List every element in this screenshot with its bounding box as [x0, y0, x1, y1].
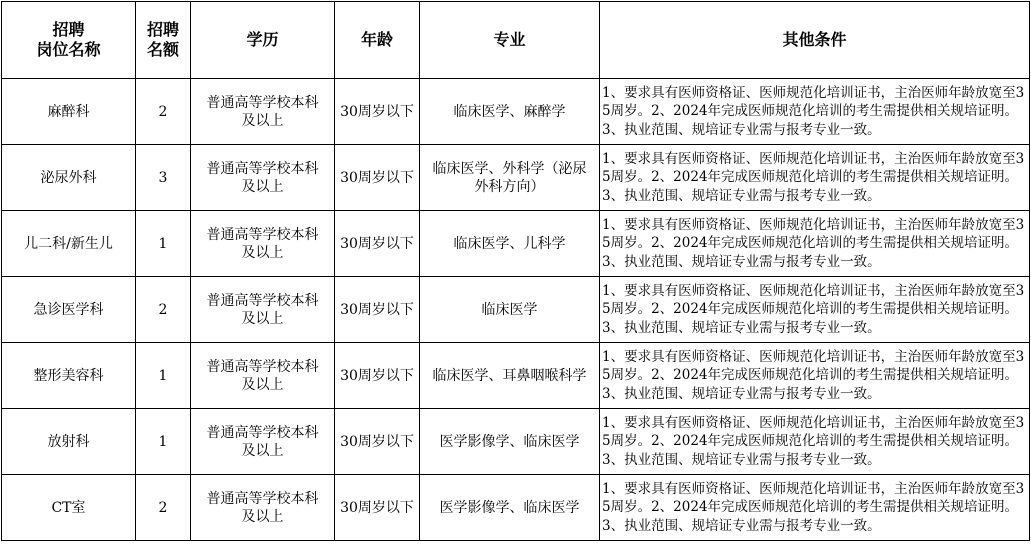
table-body: [2, 79, 1030, 541]
table-row: [2, 79, 1030, 145]
cell-position: 儿二科/新生儿: [2, 211, 136, 277]
cell-education-line: 及以上: [241, 508, 284, 525]
cell-other-conditions: 1、要求具有医师资格证、医师规范化培训证书，主治医师年龄放宽至35周岁。2、2024年完成医师规范化培训的考生需提供相关规培证明。 3、执业范围、规培证专业需与报考专业一致。: [600, 211, 1030, 277]
cell-education-line: 及以上: [241, 244, 284, 261]
cell-major-line: 临床医学、耳鼻咽喉科学: [432, 367, 587, 384]
cell-position: 急诊医学科: [2, 277, 136, 343]
cell-other-conditions: 1、要求具有医师资格证、医师规范化培训证书，主治医师年龄放宽至35周岁。2、2024年完成医师规范化培训的考生需提供相关规培证明。 3、执业范围、规培证专业需与报考专业一致。: [600, 79, 1030, 145]
cell-education-line: 及以上: [241, 442, 284, 459]
cell-count: 3: [136, 145, 191, 211]
header-major: 专业: [420, 2, 600, 79]
cell-education-line: 普通高等学校本科: [206, 292, 319, 309]
cell-other-conditions: 1、要求具有医师资格证、医师规范化培训证书，主治医师年龄放宽至35周岁。2、2024年完成医师规范化培训的考生需提供相关规培证明。 3、执业范围、规培证专业需与报考专业一致。: [600, 409, 1030, 475]
cell-position: 麻醉科: [2, 79, 136, 145]
cell-education: [191, 211, 335, 277]
table-row: [2, 409, 1030, 475]
cell-count: 2: [136, 277, 191, 343]
cell-other-conditions: 1、要求具有医师资格证、医师规范化培训证书，主治医师年龄放宽至35周岁。2、2024年完成医师规范化培训的考生需提供相关规培证明。 3、执业范围、规培证专业需与报考专业一致。: [600, 475, 1030, 541]
header-row: [2, 2, 1030, 79]
table-row: [2, 277, 1030, 343]
cell-other-conditions: 1、要求具有医师资格证、医师规范化培训证书，主治医师年龄放宽至35周岁。2、2024年完成医师规范化培训的考生需提供相关规培证明。 3、执业范围、规培证专业需与报考专业一致。: [600, 343, 1030, 409]
cell-major: [420, 79, 600, 145]
cell-count: 1: [136, 211, 191, 277]
cell-position: 泌尿外科: [2, 145, 136, 211]
cell-education-line: 普通高等学校本科: [206, 94, 319, 111]
cell-major: [420, 211, 600, 277]
cell-count: 2: [136, 475, 191, 541]
cell-count: 1: [136, 343, 191, 409]
cell-major: [420, 475, 600, 541]
cell-education-line: 普通高等学校本科: [206, 358, 319, 375]
header-count-line-1: 招聘: [146, 20, 179, 39]
cell-major: [420, 343, 600, 409]
cell-education-line: 及以上: [241, 310, 284, 327]
cell-major-line: 外科方向）: [474, 178, 545, 195]
cell-major-line: 临床医学: [481, 301, 538, 318]
cell-education-line: 普通高等学校本科: [206, 160, 319, 177]
cell-education: [191, 343, 335, 409]
cell-count: 2: [136, 79, 191, 145]
cell-education-line: 普通高等学校本科: [206, 226, 319, 243]
cell-other-conditions: 1、要求具有医师资格证、医师规范化培训证书，主治医师年龄放宽至35周岁。2、2024年完成医师规范化培训的考生需提供相关规培证明。 3、执业范围、规培证专业需与报考专业一致。: [600, 277, 1030, 343]
cell-major: [420, 277, 600, 343]
header-position-line-1: 招聘: [52, 20, 85, 39]
table-row: [2, 343, 1030, 409]
cell-education-line: 普通高等学校本科: [206, 424, 319, 441]
table-row: [2, 475, 1030, 541]
cell-position: CT室: [2, 475, 136, 541]
header-count: [136, 2, 191, 79]
cell-education: [191, 145, 335, 211]
header-position: [2, 2, 136, 79]
cell-major-line: 医学影像学、临床医学: [439, 499, 580, 516]
header-age: 年龄: [335, 2, 420, 79]
cell-education: [191, 475, 335, 541]
cell-other-conditions: 1、要求具有医师资格证、医师规范化培训证书，主治医师年龄放宽至35周岁。2、2024年完成医师规范化培训的考生需提供相关规培证明。 3、执业范围、规培证专业需与报考专业一致。: [600, 145, 1030, 211]
cell-age: 30周岁以下: [335, 409, 420, 475]
cell-position: 放射科: [2, 409, 136, 475]
cell-count: 1: [136, 409, 191, 475]
cell-education: [191, 277, 335, 343]
cell-major: [420, 145, 600, 211]
cell-education-line: 及以上: [241, 178, 284, 195]
cell-age: 30周岁以下: [335, 277, 420, 343]
cell-age: 30周岁以下: [335, 145, 420, 211]
cell-education-line: 普通高等学校本科: [206, 490, 319, 507]
cell-age: 30周岁以下: [335, 79, 420, 145]
header-count-line-2: 名额: [146, 40, 179, 59]
table-row: [2, 145, 1030, 211]
cell-age: 30周岁以下: [335, 211, 420, 277]
cell-position: 整形美容科: [2, 343, 136, 409]
header-other: 其他条件: [600, 2, 1030, 79]
cell-age: 30周岁以下: [335, 475, 420, 541]
recruitment-table: [1, 1, 1030, 541]
cell-major: [420, 409, 600, 475]
header-education: 学历: [191, 2, 335, 79]
table-header: [2, 2, 1030, 79]
cell-major-line: 临床医学、外科学（泌尿: [432, 160, 587, 177]
cell-education-line: 及以上: [241, 376, 284, 393]
header-position-line-2: 岗位名称: [36, 40, 101, 59]
cell-major-line: 医学影像学、临床医学: [439, 433, 580, 450]
cell-education-line: 及以上: [241, 112, 284, 129]
cell-major-line: 临床医学、儿科学: [453, 235, 566, 252]
table-row: [2, 211, 1030, 277]
cell-age: 30周岁以下: [335, 343, 420, 409]
cell-major-line: 临床医学、麻醉学: [453, 103, 566, 120]
cell-education: [191, 79, 335, 145]
cell-education: [191, 409, 335, 475]
